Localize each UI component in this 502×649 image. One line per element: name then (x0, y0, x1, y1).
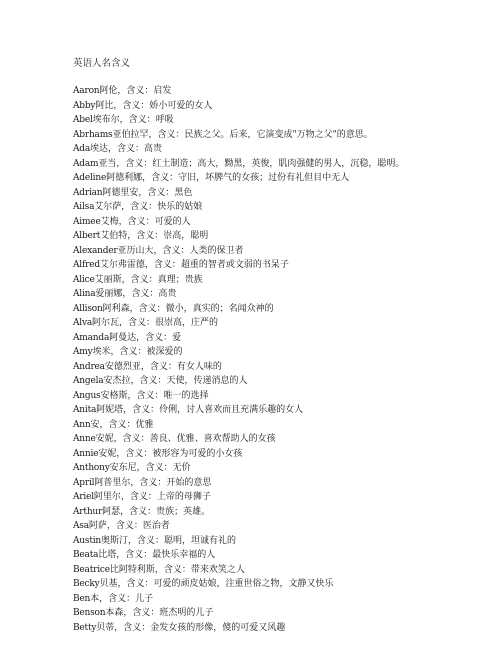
entry-meaning: 安，含义：优雅 (90, 419, 154, 430)
entry-name: Allison (73, 303, 103, 314)
name-entry (73, 273, 433, 288)
entry-meaning: 安格斯，含义：唯一的选择 (100, 390, 209, 401)
entry-meaning: 艾伯特，含义：崇高，聪明 (100, 231, 209, 241)
entry-name: Adeline (73, 173, 107, 183)
entry-name: Anne (73, 434, 96, 444)
entry-meaning: 艾尔弗雷德，含义：超重的智者或文弱的书呆子 (99, 260, 289, 270)
name-entry (73, 389, 433, 404)
name-entry (73, 128, 433, 143)
entry-name: Aaron (73, 86, 100, 96)
entry-meaning: 阿利森，含义：微小，真实的；名闻众神的 (102, 303, 274, 314)
name-entry (73, 606, 433, 621)
name-entry (73, 84, 433, 99)
entry-meaning: 阿普里尔，含义：开始的意思 (94, 477, 212, 488)
entry-name: Asa (73, 521, 89, 531)
entry-name: Adrian (73, 187, 103, 198)
entry-meaning: 阿妮塔，含义：伶俐，讨人喜欢而且充满乐趣的女人 (96, 405, 304, 415)
document-title: 英语人名含义 (73, 58, 131, 69)
entry-meaning: 艾丽斯，含义：真理；贵族 (94, 274, 203, 285)
entry-meaning: 贝基，含义：可爱的顽皮姑娘，注重世俗之物，文静又快乐 (99, 579, 334, 589)
entry-meaning: 安东尼，含义：无价 (109, 463, 191, 473)
entry-name: Aimee (73, 216, 101, 227)
name-entry (73, 157, 433, 172)
entry-meaning: 埃达，含义：高贵 (90, 144, 163, 154)
entry-name: Betty (73, 622, 97, 633)
entry-name: Ariel (73, 492, 94, 502)
entry-meaning: 比阿特利斯，含义：带来欢笑之人 (109, 564, 245, 575)
name-entry (73, 461, 433, 476)
entry-meaning: 艾梅，含义：可爱的人 (100, 216, 191, 227)
entry-name: Ben (73, 593, 91, 604)
entry-meaning: 本森，含义：班杰明的儿子 (105, 608, 214, 618)
name-entry (73, 418, 433, 433)
name-entry (73, 519, 433, 534)
name-entry (73, 345, 433, 360)
entry-name: Ailsa (73, 202, 95, 212)
entry-name: Alexander (73, 245, 118, 256)
name-entry (73, 505, 433, 520)
name-entry (73, 447, 433, 462)
entry-name: Becky (73, 579, 100, 589)
name-entry (73, 563, 433, 578)
entry-meaning: 贝蒂，含义：金发女孩的形像，傻的可爱又风趣 (96, 622, 286, 633)
entry-name: April (73, 477, 95, 488)
entry-name: Ann (73, 419, 91, 430)
name-entry (73, 302, 433, 317)
entry-meaning: 亚当，含义：红土制造；高大，黝黑，英俊，肌肉强健的男人，沉稳，聪明。 (98, 158, 405, 169)
entry-meaning: 阿伦，含义：启发 (99, 86, 172, 96)
entry-name: Angus (73, 390, 101, 401)
name-entry (73, 592, 433, 607)
entry-name: Alice (73, 274, 95, 285)
entry-name: Abel (73, 115, 93, 125)
entry-meaning: 奥斯汀，含义：聪明，坦诚有礼的 (101, 535, 237, 546)
entry-name: Alva (73, 318, 93, 328)
name-entry (73, 548, 433, 563)
entry-meaning: 阿里尔，含义：上帝的母狮子 (93, 492, 211, 502)
entry-meaning: 阿曼达，含义：爱 (109, 332, 182, 343)
name-entry (73, 331, 433, 346)
name-entry (73, 374, 433, 389)
entry-name: Abby (73, 100, 96, 111)
entry-name: Angela (73, 376, 104, 386)
entry-meaning: 艾尔萨，含义：快乐的姑娘 (94, 202, 203, 212)
entry-meaning: 比塔，含义：最快乐幸福的人 (98, 550, 216, 560)
name-entry (73, 186, 433, 201)
entry-meaning: 阿德里安，含义：黑色 (102, 187, 193, 198)
entry-meaning: 安杰拉，含义：天使，传递消息的人 (103, 376, 248, 386)
entry-name: Alfred (73, 260, 100, 270)
entry-meaning: 阿瑟，含义：贵族；英雄。 (102, 506, 211, 517)
entry-name: Amy (73, 347, 93, 357)
name-entry (73, 316, 433, 331)
name-entry (73, 490, 433, 505)
entry-name: Andrea (73, 361, 105, 372)
entry-meaning: 爱丽娜，含义：高贵 (95, 289, 177, 299)
entry-meaning: 埃布尔，含义：呼吸 (92, 115, 174, 125)
name-entry-list (73, 84, 433, 635)
name-entry (73, 99, 433, 114)
name-entry (73, 287, 433, 302)
name-entry (73, 360, 433, 375)
name-entry (73, 229, 433, 244)
entry-name: Amanda (73, 332, 110, 343)
entry-meaning: 阿德利娜，含义：守旧，坏脾气的女孩；过份有礼但目中无人 (106, 173, 350, 183)
entry-name: Beatrice (73, 564, 110, 575)
name-entry (73, 113, 433, 128)
name-entry (73, 432, 433, 447)
entry-name: Austin (73, 535, 102, 546)
entry-meaning: 安妮，含义：善良、优雅、喜欢帮助人的女孩 (95, 434, 276, 444)
entry-name: Beata (73, 550, 99, 560)
entry-name: Albert (73, 231, 101, 241)
name-entry (73, 171, 433, 186)
entry-name: Anthony (73, 463, 110, 473)
entry-name: Ada (73, 144, 91, 154)
name-entry (73, 621, 433, 636)
name-entry (73, 258, 433, 273)
name-entry (73, 534, 433, 549)
name-entry (73, 403, 433, 418)
entry-meaning: 阿比，含义：娇小可爱的女人 (95, 100, 213, 111)
entry-name: Annie (73, 448, 99, 459)
entry-meaning: 埃米，含义：被深爱的 (92, 347, 183, 357)
name-entry (73, 476, 433, 491)
name-entry (73, 142, 433, 157)
entry-meaning: 阿萨，含义：医治者 (88, 521, 170, 531)
name-entry (73, 244, 433, 259)
entry-meaning: 阿尔瓦，含义：很崇高，庄严的 (92, 318, 219, 328)
name-entry (73, 215, 433, 230)
name-entry (73, 577, 433, 592)
name-entry (73, 200, 433, 215)
entry-meaning: 安德烈亚，含义：有女人味的 (104, 361, 222, 372)
entry-name: Benson (73, 608, 106, 618)
entry-meaning: 安妮，含义：被形容为可爱的小女孩 (98, 448, 243, 459)
entry-meaning: 亚伯拉罕，含义：民族之父。后来，它演变成"万物之父"的意思。 (112, 129, 373, 140)
entry-name: Adam (73, 158, 99, 169)
entry-name: Arthur (73, 506, 103, 517)
entry-name: Anita (73, 405, 97, 415)
entry-meaning: 本，含义：儿子 (90, 593, 154, 604)
entry-name: Alina (73, 289, 96, 299)
entry-name: Abrhams (73, 129, 113, 140)
entry-meaning: 亚历山大，含义：人类的保卫者 (117, 245, 244, 256)
